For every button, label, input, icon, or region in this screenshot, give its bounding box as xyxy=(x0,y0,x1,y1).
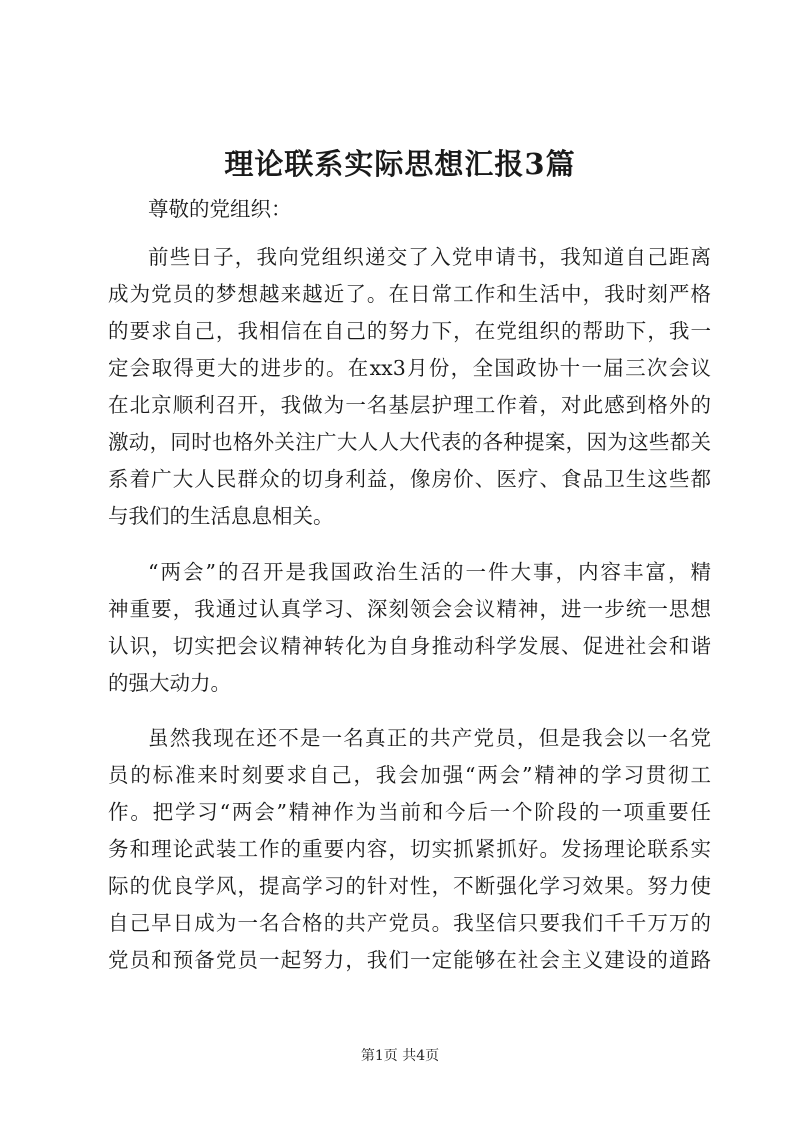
paragraph-3-line-5: 际的优良学风，提高学习的针对性，不断强化学习效果。努力使 xyxy=(108,874,711,898)
paragraph-1-line-6: 激动，同时也格外关注广大人人大代表的各种提案，因为这些都关 xyxy=(108,430,711,454)
paragraph-1-line-2: 成为党员的梦想越来越近了。在日常工作和生活中，我时刻严格 xyxy=(108,282,711,306)
document-title: 理论联系实际思想汇报3篇 xyxy=(224,147,576,181)
page-footer: 第1页 共4页 xyxy=(360,1048,440,1064)
paragraph-3-line-1: 虽然我现在还不是一名真正的共产党员，但是我会以一名党 xyxy=(148,726,711,750)
paragraph-2-line-4: 的强大动力。 xyxy=(108,671,231,695)
paragraph-3-line-2: 员的标准来时刻要求自己，我会加强“两会”精神的学习贯彻工 xyxy=(108,763,711,787)
paragraph-3-line-6: 自己早日成为一名合格的共产党员。我坚信只要我们千千万万的 xyxy=(108,911,711,935)
paragraph-2-line-2: 神重要，我通过认真学习、深刻领会会议精神，进一步统一思想 xyxy=(108,597,711,621)
paragraph-3-line-3: 作。把学习“两会”精神作为当前和今后一个阶段的一项重要任 xyxy=(108,800,711,824)
paragraph-1-line-3: 的要求自己，我相信在自己的努力下，在党组织的帮助下，我一 xyxy=(108,319,711,343)
paragraph-3-line-4: 务和理论武装工作的重要内容，切实抓紧抓好。发扬理论联系实 xyxy=(108,837,711,861)
paragraph-1-line-1: 前些日子，我向党组织递交了入党申请书，我知道自己距离 xyxy=(148,245,711,269)
paragraph-1-line-5: 在北京顺利召开，我做为一名基层护理工作着，对此感到格外的 xyxy=(108,393,711,417)
paragraph-2-line-3: 认识，切实把会议精神转化为自身推动科学发展、促进社会和谐 xyxy=(108,634,711,658)
paragraph-1-line-8: 与我们的生活息息相关。 xyxy=(108,504,334,528)
paragraph-1-line-7: 系着广大人民群众的切身利益，像房价、医疗、食品卫生这些都 xyxy=(108,467,711,491)
paragraph-2-line-1: “两会”的召开是我国政治生活的一件大事，内容丰富，精 xyxy=(148,560,711,584)
greeting: 尊敬的党组织： xyxy=(148,197,292,221)
paragraph-3-line-7: 党员和预备党员一起努力，我们一定能够在社会主义建设的道路 xyxy=(108,948,711,972)
paragraph-1-line-4: 定会取得更大的进步的。在xx3月份，全国政协十一届三次会议 xyxy=(108,356,711,380)
